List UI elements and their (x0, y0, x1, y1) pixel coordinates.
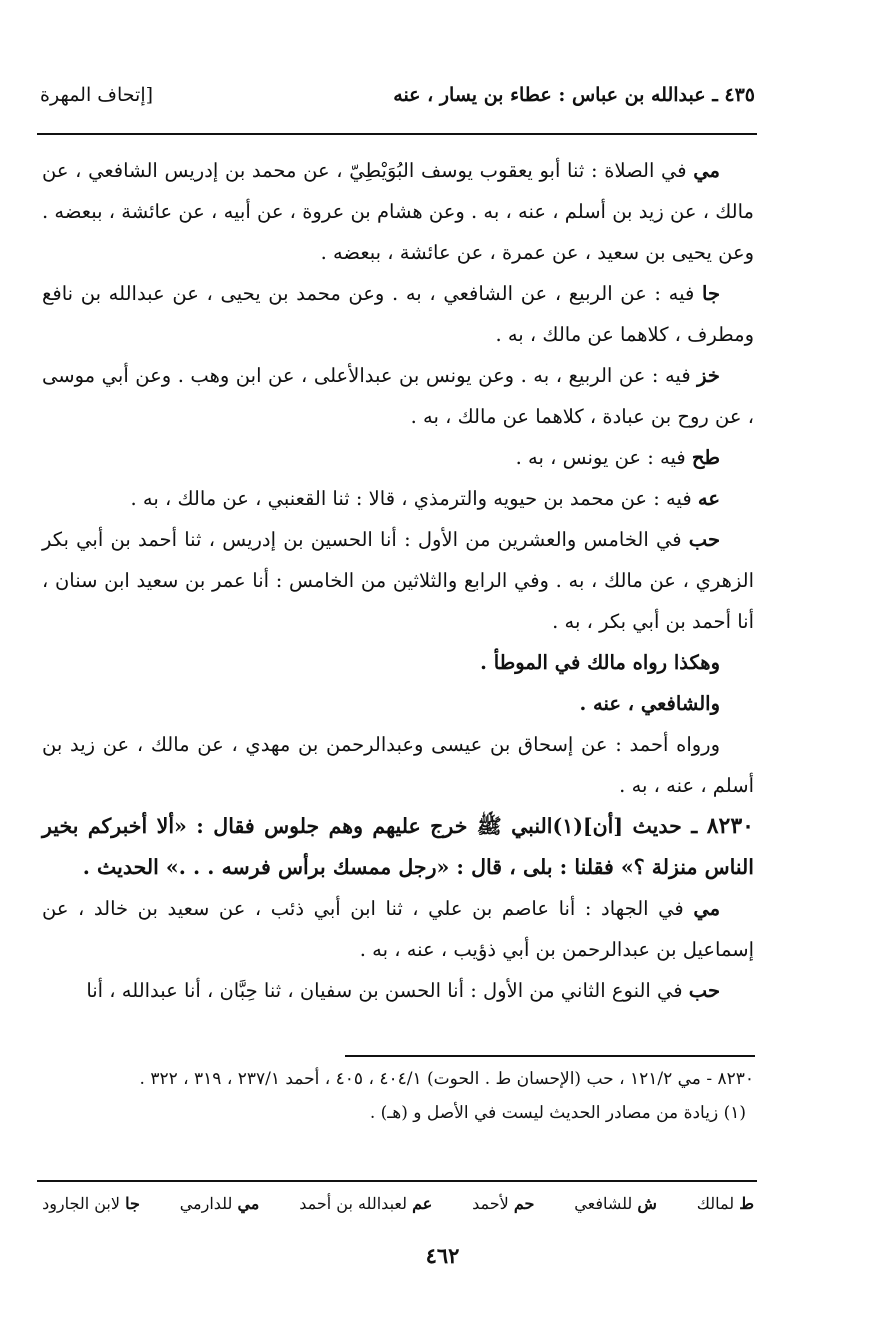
running-header (40, 84, 755, 118)
paragraph-text: في الخامس والعشرين من الأول : أنا الحسين بن إدريس ، ثنا أحمد بن أبي بكر الزهري ، عن مالك ، به . وفي الرابع والثلاثين من الخامس : أنا عمر بن سعيد ابن سنان ، أنا أحمد بن أبي بكر ، به . (42, 528, 754, 633)
abbreviation-meaning: لأحمد (472, 1194, 514, 1213)
source-code: مي (693, 897, 721, 920)
paragraph (42, 683, 754, 724)
abbreviation-meaning: للشافعي (574, 1194, 638, 1213)
abbreviation-item (299, 1194, 432, 1213)
abbreviation-code: ط (739, 1194, 754, 1213)
paragraph-text: في النوع الثاني من الأول : أنا الحسن بن سفيان ، ثنا حِبَّان ، أنا عبدالله ، أنا (86, 979, 689, 1002)
main-text (42, 150, 754, 1011)
abbreviation-meaning: لابن الجارود (42, 1194, 126, 1213)
abbreviation-item (574, 1194, 657, 1213)
page-number: ٤٦٢ (425, 1243, 460, 1268)
abbreviation-meaning: للدارمي (179, 1194, 238, 1213)
paragraph-text: والشافعي ، عنه . (579, 692, 720, 715)
hadith-number: ٨٢٣٠ (706, 813, 754, 839)
paragraph (42, 724, 754, 806)
source-code: خز (697, 364, 720, 387)
source-code: جا (702, 282, 720, 305)
paragraph-text: فيه : عن الربيع ، عن الشافعي ، به . وعن محمد بن يحيى ، عن عبدالله بن نافع ومطرف ، كلاهما عن مالك ، به . (42, 282, 754, 346)
paragraph-text: في الصلاة : ثنا أبو يعقوب يوسف البُوَيْطِيّ ، عن محمد بن إدريس الشافعي ، عن مالك ، عن زيد بن أسلم ، عنه ، به . وعن هشام بن عروة ، عن أبيه ، عن عائشة ، ببعضه . وعن يحيى بن سعيد ، عن عمرة ، عن عائشة ، ببعضه . (42, 159, 754, 264)
source-code: طح (691, 446, 720, 469)
paragraph (42, 642, 754, 683)
source-code: حب (688, 979, 720, 1002)
abbreviation-key (42, 1194, 754, 1213)
source-code: عه (697, 487, 720, 510)
footnote-1: (١) زيادة من مصادر الحديث ليست في الأصل و (هـ) . (369, 1103, 746, 1123)
book-title: [إتحاف المهرة (40, 84, 154, 106)
source-code: مي (693, 159, 720, 182)
paragraph (42, 355, 754, 437)
abbreviation-item (42, 1194, 140, 1213)
abbreviation-item (472, 1194, 534, 1213)
footnote-references: ٨٢٣٠ - مي ١٢١/٢ ، حب (الإحسان ط . الحوت) ٤٠٤/١ ، ٤٠٥ ، أحمد ٢٣٧/١ ، ٣١٩ ، ٣٢٢ . (139, 1069, 754, 1089)
abbreviation-code: جا (125, 1194, 140, 1213)
paragraph-text: وهكذا رواه مالك في الموطأ . (480, 651, 720, 674)
paragraph-text: فيه : عن يونس ، به . (515, 446, 692, 469)
source-code: حب (688, 528, 720, 551)
paragraph (42, 273, 754, 355)
paragraph (42, 150, 754, 273)
abbreviation-code: مي (237, 1194, 260, 1213)
hadith-text: ـ حديث [أن](١)النبي ﷺ خرج عليهم وهم جلوس فقال : «ألا أخبركم بخير الناس منزلة ؟» فقلنا : بلى ، قال : «رجل ممسك برأس فرسه . . .» الحديث . (42, 814, 754, 879)
abbreviation-code: حم (513, 1194, 535, 1213)
footer-divider (37, 1180, 757, 1182)
paragraph (42, 888, 754, 970)
footnote-divider (345, 1055, 755, 1057)
paragraph (42, 437, 754, 478)
paragraph-text: فيه : عن الربيع ، به . وعن يونس بن عبدالأعلى ، عن ابن وهب . وعن أبي موسى ، عن روح بن عبادة ، كلاهما عن مالك ، به . (42, 364, 754, 428)
paragraph (42, 970, 754, 1011)
abbreviation-meaning: لعبدالله بن أحمد (299, 1194, 413, 1213)
paragraph-text: في الجهاد : أنا عاصم بن علي ، ثنا ابن أبي ذئب ، عن سعيد بن خالد ، عن إسماعيل بن عبدالرحمن بن أبي ذؤيب ، عنه ، به . (42, 897, 754, 961)
paragraph-text: فيه : عن محمد بن حيويه والترمذي ، قالا : ثنا القعنبي ، عن مالك ، به . (130, 487, 698, 510)
abbreviation-code: ش (637, 1194, 657, 1213)
footnotes (42, 1062, 754, 1130)
abbreviation-meaning: لمالك (696, 1194, 740, 1213)
paragraph (42, 478, 754, 519)
hadith-heading (42, 806, 754, 888)
abbreviation-item (180, 1194, 260, 1213)
paragraph-text: ورواه أحمد : عن إسحاق بن عيسى وعبدالرحمن بن مهدي ، عن مالك ، عن زيد بن أسلم ، عنه ، به . (42, 733, 754, 797)
abbreviation-code: عم (412, 1194, 433, 1213)
abbreviation-item (697, 1194, 754, 1213)
header-divider (37, 133, 757, 135)
paragraph (42, 519, 754, 642)
section-title: ٤٣٥ ـ عبدالله بن عباس : عطاء بن يسار ، عنه (393, 84, 755, 106)
